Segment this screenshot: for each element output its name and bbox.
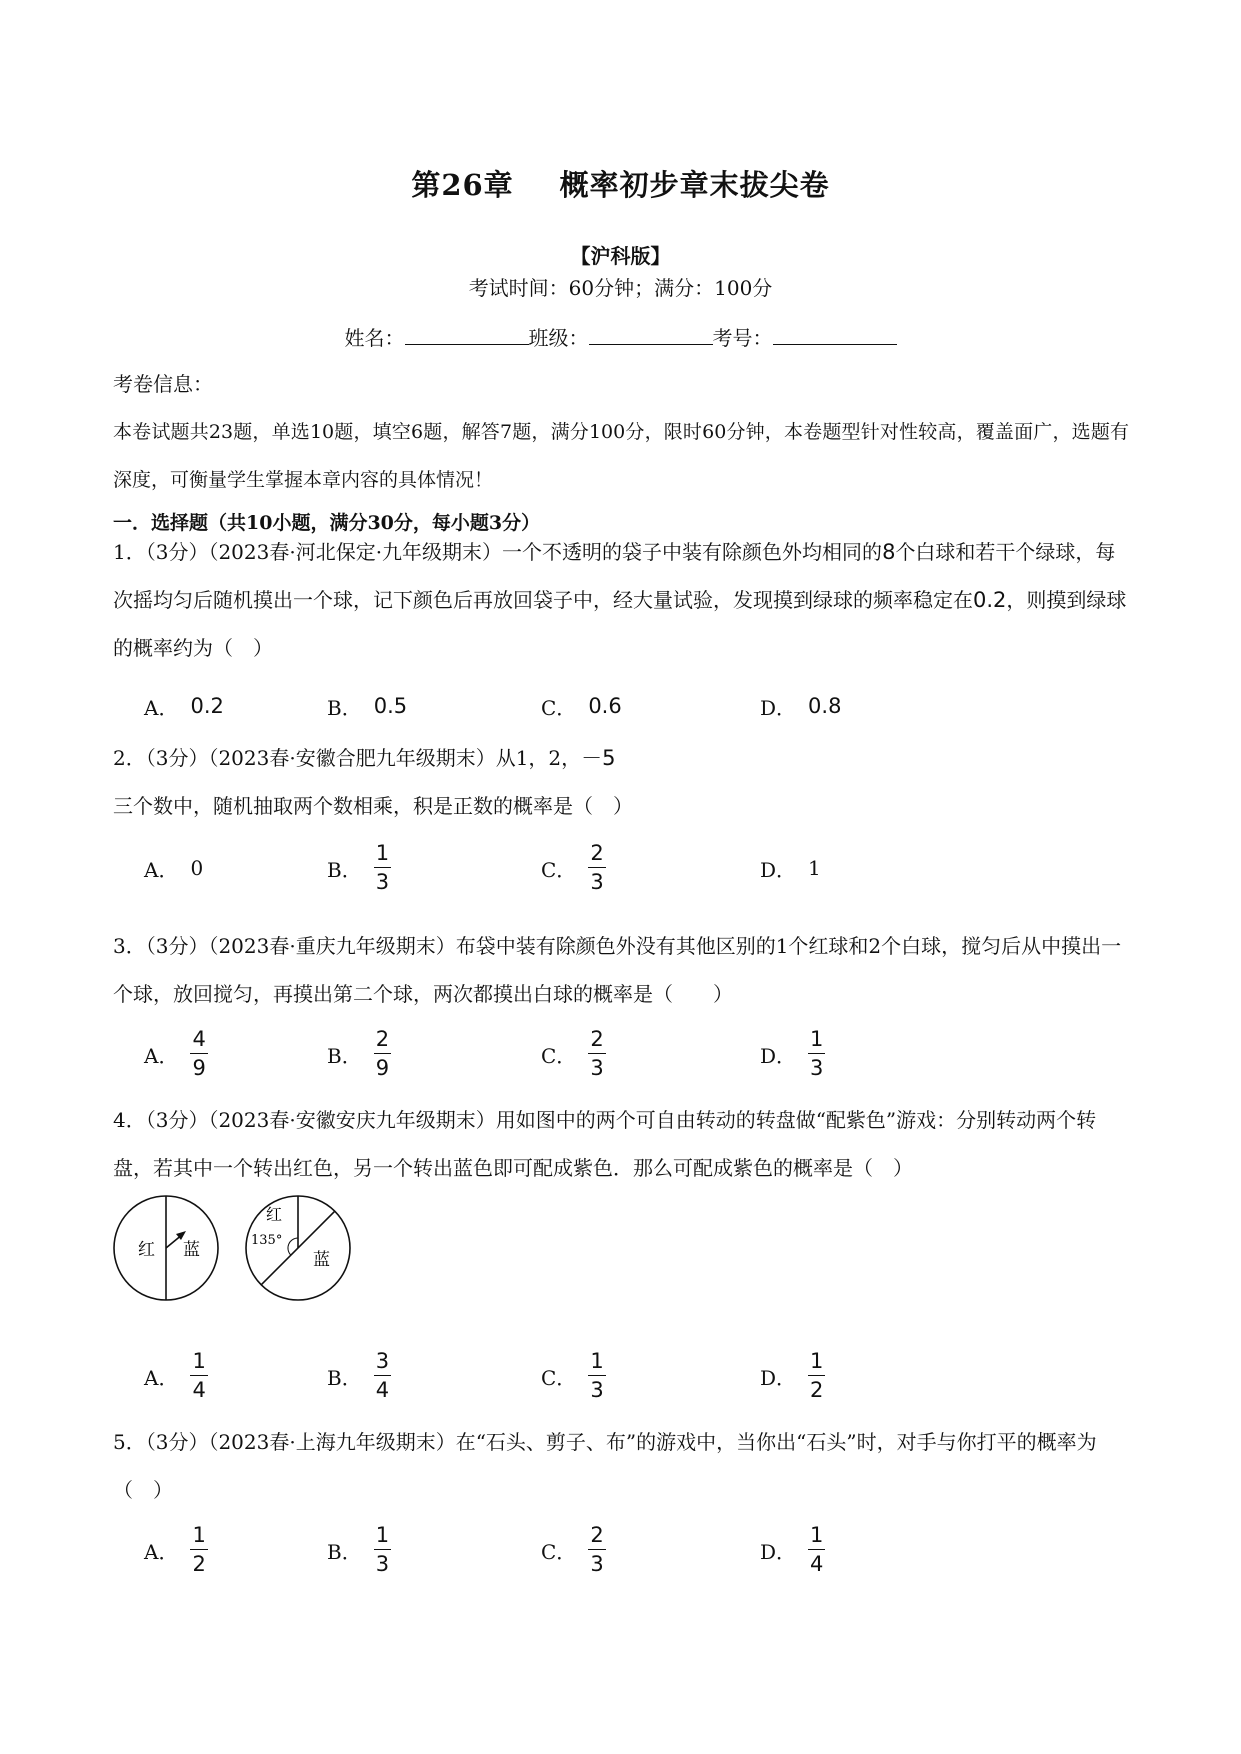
question-1 [113, 528, 1133, 672]
option-letter: B． [327, 1365, 362, 1390]
question-2-text: 2．（3分）（2023春·安徽合肥九年级期末）从1，2， [113, 746, 582, 770]
question-1-math-8: 8 [882, 540, 896, 564]
option-letter: B． [327, 1539, 362, 1564]
q3-option-b[interactable] [327, 1024, 391, 1084]
q5-option-c[interactable] [541, 1520, 606, 1580]
option-letter: C． [541, 1539, 577, 1564]
option-letter: D． [760, 1365, 797, 1390]
denominator: 3 [375, 870, 390, 894]
student-info-line [0, 322, 1241, 351]
info-heading: 考卷信息： [113, 372, 213, 396]
fraction [374, 843, 391, 893]
exam-title [0, 163, 1241, 204]
q1-option-c[interactable] [541, 676, 622, 736]
q2-option-a[interactable] [144, 838, 203, 898]
spinner-2-blue-label: 蓝 [313, 1250, 330, 1270]
spinner-2-red-label: 红 [266, 1205, 283, 1224]
q1-option-a[interactable] [144, 676, 224, 736]
option-value: 0.8 [808, 694, 842, 718]
spinner-1-red-label: 红 [138, 1240, 155, 1260]
spinner-1 [114, 1196, 218, 1300]
question-4: 4．（3分）（2023春·安徽安庆九年级期末）用如图中的两个可自由转动的转盘做“配紫色”游戏：分别转动两个转盘，若其中一个转出红色，另一个转出蓝色即可配成紫色．那么可配成紫色的概率是（ ） [113, 1108, 1097, 1180]
numerator: 1 [192, 1349, 206, 1373]
denominator: 3 [375, 1552, 390, 1576]
question-1-math-freq: 0.2 [973, 588, 1007, 612]
question-2-options [144, 838, 1124, 898]
question-2-text-2: 三个数中，随机抽取两个数相乘，积是正数的概率是（ ） [113, 794, 633, 818]
denominator: 3 [590, 870, 604, 894]
option-value: 0.6 [588, 694, 622, 718]
numerator: 1 [375, 1523, 390, 1547]
numerator: 2 [590, 1027, 604, 1051]
denominator: 3 [590, 1552, 604, 1576]
edition-label: 【沪科版】 [570, 244, 671, 268]
numerator: 4 [192, 1027, 206, 1051]
denominator: 3 [590, 1056, 604, 1080]
numerator: 1 [810, 1027, 824, 1051]
denominator: 3 [810, 1056, 824, 1080]
denominator: 4 [375, 1378, 390, 1402]
question-1-text: 1．（3分）（2023春·河北保定·九年级期末）一个不透明的袋子中装有除颜色外均相同的 [113, 540, 883, 564]
option-letter: D． [760, 1043, 797, 1068]
numerator: 1 [375, 841, 390, 865]
spinner-1-blue-label: 蓝 [183, 1240, 200, 1260]
question-4-options [144, 1346, 1124, 1406]
denominator: 3 [590, 1378, 604, 1402]
number-label: 考号： [712, 326, 773, 350]
option-letter: C． [541, 857, 577, 882]
question-5-options [144, 1520, 1124, 1580]
denominator: 4 [192, 1378, 206, 1402]
option-letter: D． [760, 1539, 797, 1564]
fraction [808, 1525, 825, 1575]
q1-option-d[interactable] [760, 676, 841, 736]
option-letter: C． [541, 695, 577, 720]
denominator: 4 [810, 1552, 824, 1576]
fraction [588, 1029, 605, 1079]
section-heading: 一．选择题（共10小题，满分30分，每小题3分） [113, 512, 541, 534]
question-3-options [144, 1024, 1124, 1084]
question-1-text-2: 个白球和若干个绿球，每次摇均匀后随机摸出一个球，记下颜色后再放回袋子中，经大量试验，发现摸到绿球的频率稳定在 [113, 540, 1116, 612]
denominator: 2 [192, 1552, 206, 1576]
q5-option-a[interactable] [144, 1520, 208, 1580]
spinner-2-angle-label: 135° [251, 1233, 283, 1248]
option-letter: A． [144, 857, 179, 882]
option-value: 0.2 [190, 694, 224, 718]
fraction [190, 1525, 207, 1575]
option-letter: A． [144, 1539, 179, 1564]
option-value: 1 [808, 856, 821, 880]
fraction [588, 1525, 605, 1575]
q2-option-c[interactable] [541, 838, 606, 898]
numerator: 1 [192, 1523, 206, 1547]
option-letter: C． [541, 1043, 577, 1068]
denominator: 2 [810, 1378, 824, 1402]
q3-option-c[interactable] [541, 1024, 606, 1084]
option-letter: D． [760, 695, 797, 720]
option-value: 0 [190, 856, 204, 880]
numerator: 1 [590, 1349, 604, 1373]
option-letter: A． [144, 1043, 179, 1068]
option-letter: A． [144, 695, 179, 720]
option-letter: B． [327, 857, 362, 882]
fraction [190, 1029, 207, 1079]
class-blank[interactable] [589, 326, 713, 345]
fraction [374, 1525, 391, 1575]
numerator: 2 [590, 841, 604, 865]
spinner-2 [246, 1196, 350, 1300]
fraction [190, 1351, 207, 1401]
info-text: 本卷试题共23题，单选10题，填空6题，解答7题，满分100分，限时60分钟，本卷题型针对性较高，覆盖面广，选题有深度，可衡量学生掌握本章内容的具体情况！ [113, 421, 1129, 491]
fraction [374, 1351, 391, 1401]
q4-option-d[interactable] [760, 1346, 825, 1406]
fraction [588, 843, 605, 893]
chapter-number: 第26章 [411, 168, 514, 202]
class-label: 班级： [528, 326, 589, 350]
option-value: 0.5 [373, 694, 408, 718]
numerator: 3 [375, 1349, 390, 1373]
q5-option-b[interactable] [327, 1520, 391, 1580]
option-letter: B． [327, 1043, 362, 1068]
question-5: 5．（3分）（2023春·上海九年级期末）在“石头、剪子、布”的游戏中，当你出“石头”时，对手与你打平的概率为（ ） [113, 1430, 1097, 1502]
denominator: 9 [375, 1056, 390, 1080]
q4-option-b[interactable] [327, 1346, 391, 1406]
q3-option-a[interactable] [144, 1024, 208, 1084]
option-letter: A． [144, 1365, 179, 1390]
q4-option-a[interactable] [144, 1346, 208, 1406]
question-1-text-3: ，则摸到绿球的概率约为（ ） [113, 588, 1127, 660]
numerator: 2 [590, 1523, 604, 1547]
fraction [374, 1029, 391, 1079]
option-letter: C． [541, 1365, 577, 1390]
fraction [808, 1029, 825, 1079]
q1-option-b[interactable] [327, 676, 407, 736]
q5-option-d[interactable] [760, 1520, 825, 1580]
exam-time: 考试时间：60分钟；满分：100分 [468, 276, 773, 300]
name-label: 姓名： [344, 326, 405, 350]
number-blank[interactable] [773, 326, 897, 345]
numerator: 1 [810, 1349, 824, 1373]
spinner-figure [108, 1188, 358, 1308]
denominator: 9 [192, 1056, 206, 1080]
name-blank[interactable] [405, 326, 529, 345]
q3-option-d[interactable] [760, 1024, 825, 1084]
q2-option-b[interactable] [327, 838, 391, 898]
q4-option-c[interactable] [541, 1346, 606, 1406]
chapter-title: 概率初步章末拔尖卷 [559, 168, 830, 202]
question-3: 3．（3分）（2023春·重庆九年级期末）布袋中装有除颜色外没有其他区别的1个红球和2个白球，搅匀后从中摸出一个球，放回搅匀，再摸出第二个球，两次都摸出白球的概率是（ ） [113, 934, 1122, 1006]
numerator: 2 [375, 1027, 390, 1051]
option-letter: B． [327, 695, 362, 720]
question-2 [113, 734, 1133, 830]
q2-option-d[interactable] [760, 838, 821, 898]
option-letter: D． [760, 857, 797, 882]
question-1-options [144, 676, 1124, 736]
fraction [588, 1351, 605, 1401]
question-2-math: －5 [581, 746, 616, 770]
numerator: 1 [810, 1523, 824, 1547]
fraction [808, 1351, 825, 1401]
